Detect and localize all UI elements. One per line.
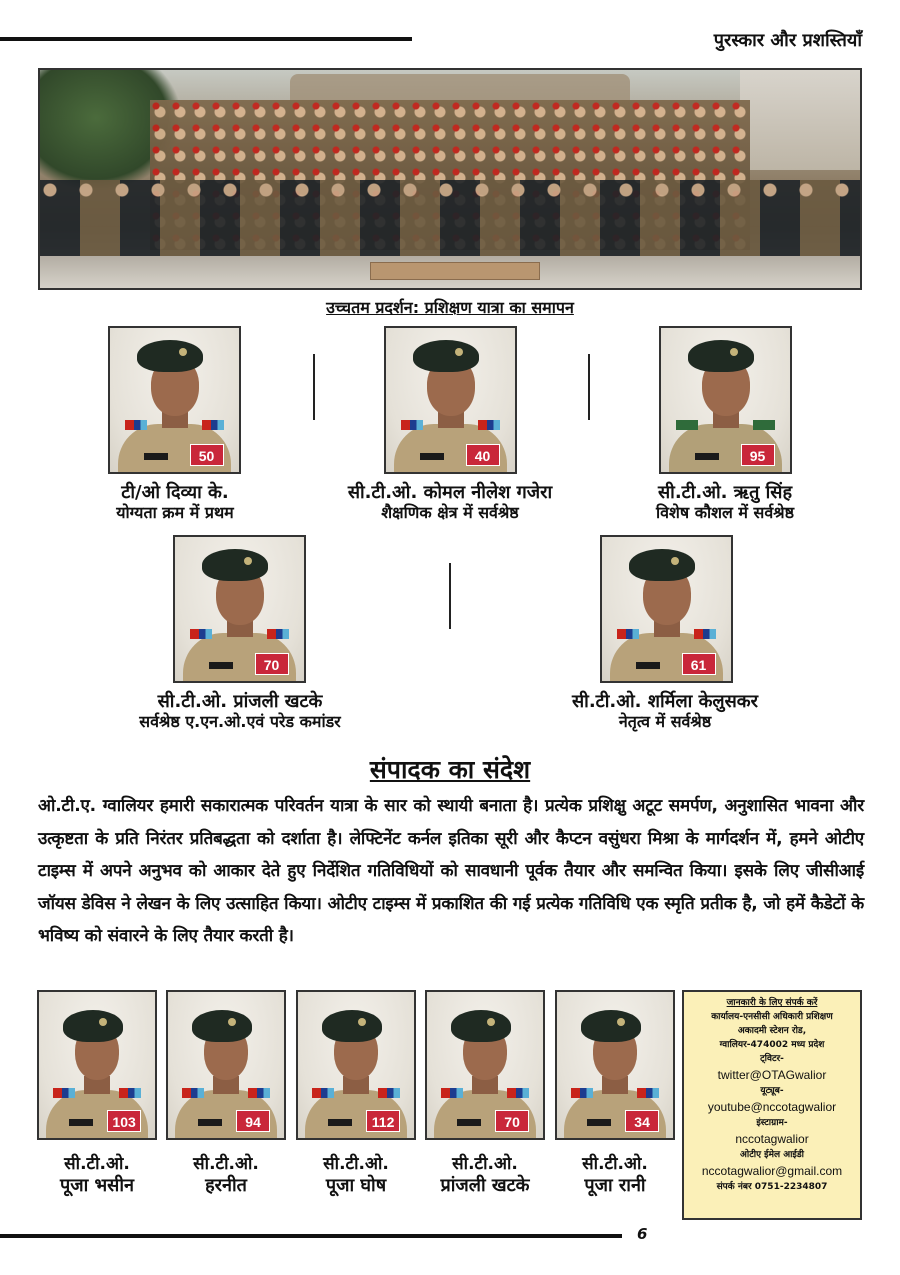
awardee-badge: 70 [255,653,289,675]
team-badge: 94 [236,1110,270,1132]
email-label: ओटीए ईमेल आईडी [740,1150,804,1160]
awardee-name-3: सी.टी.ओ. ऋतु सिंह [657,482,793,503]
team-badge: 70 [495,1110,529,1132]
team-rank-1: सी.टी.ओ. [64,1154,130,1174]
awardee-badge: 95 [741,444,775,466]
contact-address-line: ग्वालियर-474002 मध्य प्रदेश [719,1040,825,1050]
team-name-5: पूजा रानी [584,1175,646,1196]
team-photo-3 [296,990,416,1140]
team-photo-1 [37,990,157,1140]
team-name-1: पूजा भसीन [60,1175,134,1196]
awardee-award-1: योग्यता क्रम में प्रथम [116,503,234,522]
editor-title: संपादक का संदेश [369,755,531,784]
divider [313,354,315,420]
beret-icon [202,549,268,581]
contact-address-line: अकादमी स्टेशन रोड, [737,1026,807,1036]
beret-icon [581,1010,641,1042]
twitter-label: ट्विटर- [760,1054,784,1064]
divider [449,563,451,629]
page-number: 6 [637,1225,648,1243]
awardee-name-1: टी/ओ दिव्या के. [121,482,229,503]
beret-icon [688,340,754,372]
team-name-3: पूजा घोष [325,1175,387,1196]
team-photo-4 [425,990,545,1140]
team-rank-4: सी.टी.ओ. [452,1154,518,1174]
beret-icon [192,1010,252,1042]
group-photo-carpet [370,262,540,280]
awardee-photo-3 [659,326,792,474]
awardee-name-4: सी.टी.ओ. प्रांजली खटके [157,691,323,712]
team-badge: 103 [107,1110,141,1132]
awardee-photo-2 [384,326,517,474]
section-title: पुरस्कार और प्रशस्तियाँ [713,30,862,51]
team-name-4: प्रांजली खटके [440,1175,530,1196]
beret-icon [451,1010,511,1042]
awardee-badge: 61 [682,653,716,675]
awardee-badge: 40 [466,444,500,466]
awardee-award-3: विशेष कौशल में सर्वश्रेष्ठ [655,503,795,522]
awardee-photo-4 [173,535,306,683]
instagram-label: इंस्टाग्राम- [756,1118,788,1128]
team-photo-5 [555,990,675,1140]
email-link[interactable]: nccotagwalior@gmail.com [701,1164,843,1178]
beret-icon [63,1010,123,1042]
group-photo-front-row [40,180,862,260]
top-rule [0,37,412,41]
team-rank-3: सी.टी.ओ. [323,1154,389,1174]
awardee-photo-1 [108,326,241,474]
awardee-award-4: सर्वश्रेष्ठ ए.एन.ओ.एवं परेड कमांडर [139,712,341,731]
awardee-badge: 50 [190,444,224,466]
awardee-award-2: शैक्षणिक क्षेत्र में सर्वश्रेष्ठ [381,503,519,522]
awardee-name-2: सी.टी.ओ. कोमल नीलेश गजेरा [347,482,553,503]
beret-icon [322,1010,382,1042]
awardee-photo-5 [600,535,733,683]
youtube-link[interactable]: youtube@nccotagwalior [707,1100,837,1114]
team-name-2: हरनीत [205,1175,247,1196]
team-badge: 112 [366,1110,400,1132]
twitter-link[interactable]: twitter@OTAGwalior [717,1068,827,1082]
team-photo-2 [166,990,286,1140]
editor-message: ओ.टी.ए. ग्वालियर हमारी सकारात्मक परिवर्तन यात्रा के सार को स्थायी बनाता है। प्रत्येक प्रशिक्षु अटूट समर्पण, अनुशासित भावना और उत्कृष्टता के प्रति निरंतर प्रतिबद्धता को दर्शाता है। लेफ्टिनेंट कर्नल इतिका सूरी और कैप्टन वसुंधरा मिश्रा के मार्गदर्शन में, हमने ओटीए टाइम्स में अपने अनुभव को आकार देते हुए निर्देशित गतिविधियों को सावधानी पूर्वक तैयार और समन्वित किया। इसके लिए जीसीआई जॉयस डेविस ने लेखन के लिए उत्साहित किया। ओटीए टाइम्स में प्रकाशित की गई प्रत्येक गतिविधि एक स्मृति प्रतीक है, जो हमें कैडेटों के भविष्य को संवारने के लिए तैयार करती है। [38,796,864,946]
awardee-name-5: सी.टी.ओ. शर्मिला केलुसकर [572,691,758,712]
awardee-award-5: नेतृत्व में सर्वश्रेष्ठ [618,712,712,731]
team-rank-2: सी.टी.ओ. [193,1154,259,1174]
youtube-label: यूट्यूब- [760,1086,784,1096]
instagram-link[interactable]: nccotagwalior [735,1132,809,1146]
beret-icon [413,340,479,372]
phone-number: संपर्क नंबर 0751-2234807 [716,1182,828,1192]
team-badge: 34 [625,1110,659,1132]
beret-icon [137,340,203,372]
contact-heading: जानकारी के लिए संपर्क करें [726,998,818,1008]
divider [588,354,590,420]
team-rank-5: सी.टी.ओ. [582,1154,648,1174]
beret-icon [629,549,695,581]
group-photo-caption: उच्चतम प्रदर्शन: प्रशिक्षण यात्रा का समापन [326,298,574,317]
group-photo [38,68,862,290]
contact-box [682,990,862,1220]
bottom-rule [0,1234,622,1238]
contact-address-line: कार्यालय-एनसीसी अधिकारी प्रशिक्षण [711,1012,833,1022]
group-photo-wall [740,70,860,170]
